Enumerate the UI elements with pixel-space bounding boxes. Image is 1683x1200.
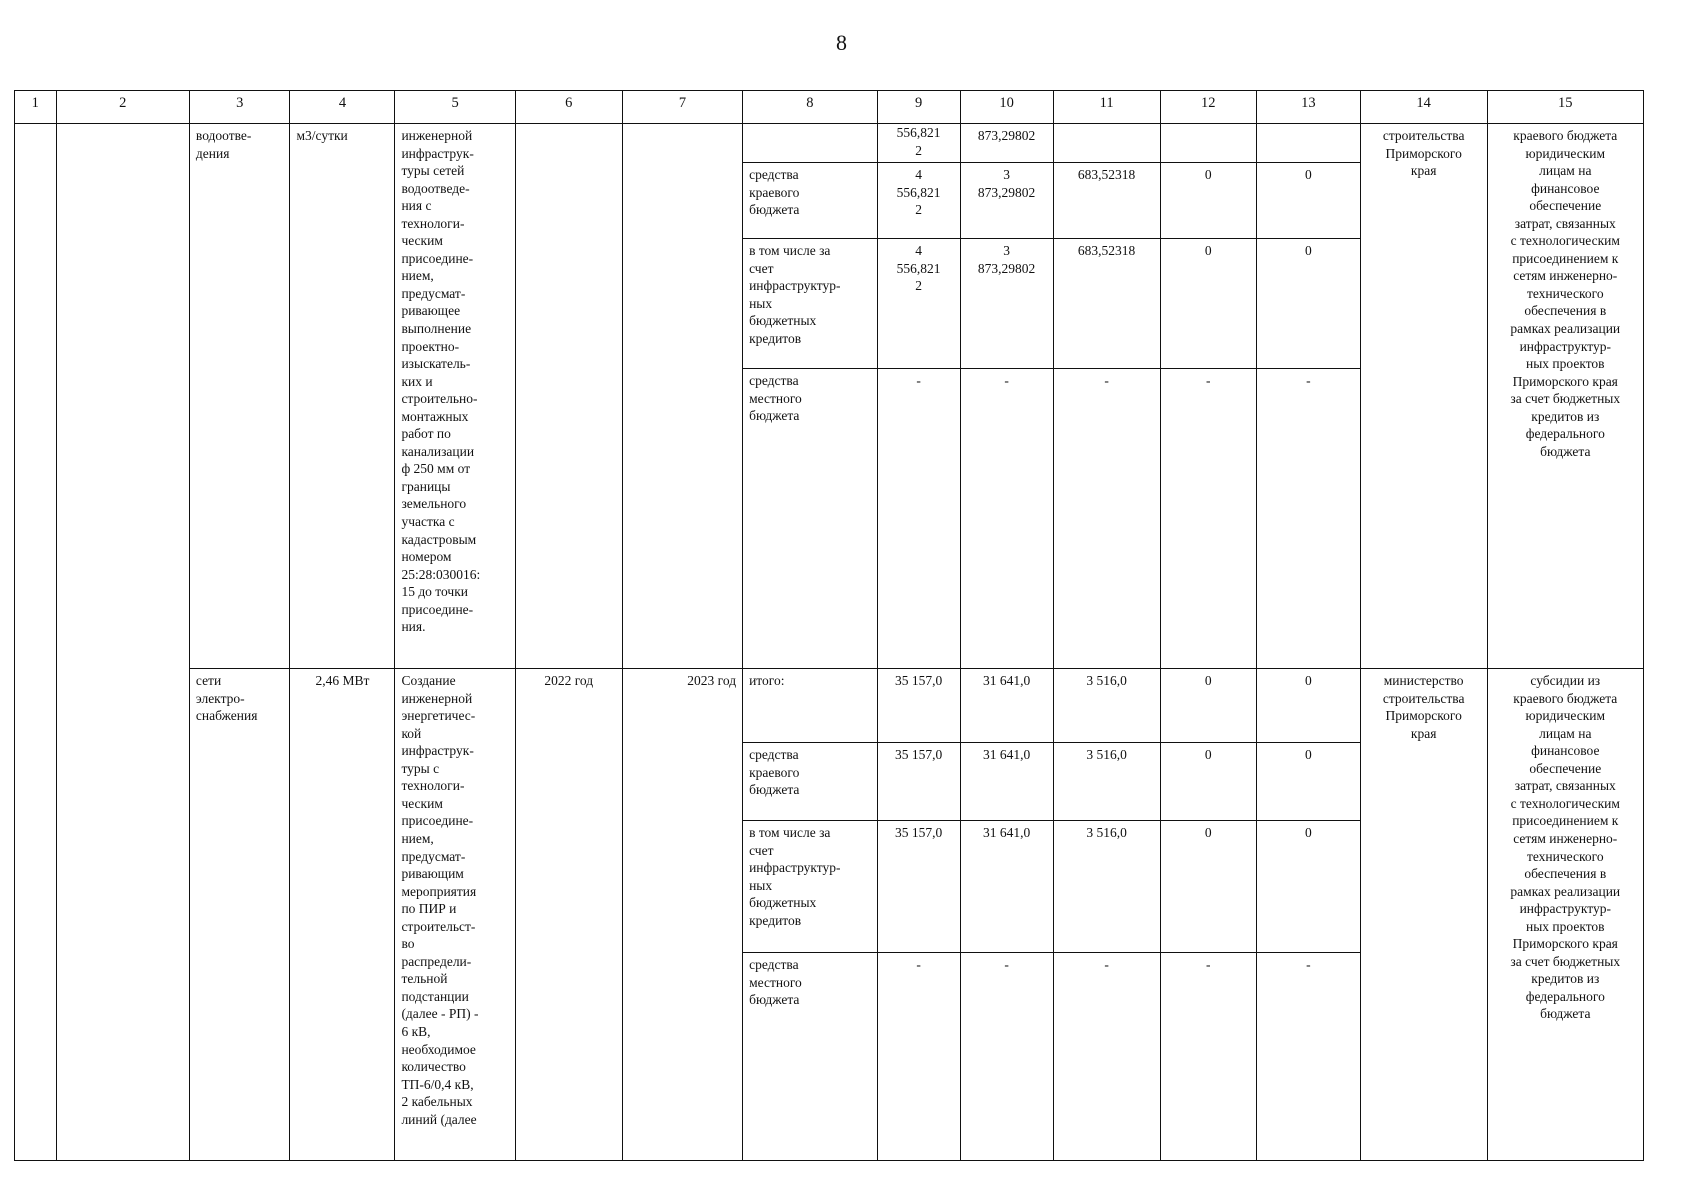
source-label: средства местного бюджета: [743, 953, 877, 1161]
value-cell: -: [1160, 369, 1256, 669]
value-cell: 0: [1160, 669, 1256, 743]
value-cell: [1256, 124, 1360, 163]
value-cell: 683,52318: [1053, 163, 1160, 239]
header-cell: 6: [515, 91, 622, 124]
col2-cell: [56, 124, 189, 1161]
source-label: средства краевого бюджета: [743, 743, 877, 821]
value-cell: -: [1160, 953, 1256, 1161]
description-cell: инженерной инфраструк- туры сетей водоотведе- ния с технологи- ческим присоедине- нием, предусмат- ривающее выполнение проектно- изыскатель- ких и строительно- монтажных работ по канализации ф 250 мм от границы земельного участка с кадастровым номером 25:28:030016: 15 до точки присоедине- ния.: [395, 124, 515, 669]
source-label: средства краевого бюджета: [743, 163, 877, 239]
value-cell: 0: [1160, 743, 1256, 821]
header-cell: 1: [15, 91, 57, 124]
start-year-cell: [515, 124, 622, 669]
header-cell: 4: [290, 91, 395, 124]
value-cell: [1053, 124, 1160, 163]
source-label: в том числе за счет инфраструктур- ных бюджетных кредитов: [743, 821, 877, 953]
header-cell: 9: [877, 91, 960, 124]
value-cell: 3 516,0: [1053, 743, 1160, 821]
value-cell: [1160, 124, 1256, 163]
header-row: [15, 91, 1644, 124]
value-cell: 3 873,29802: [960, 163, 1053, 239]
value-cell: 35 157,0: [877, 743, 960, 821]
value-cell: 0: [1256, 821, 1360, 953]
value-cell: 35 157,0: [877, 669, 960, 743]
value-cell: 3 873,29802: [960, 239, 1053, 369]
value-cell: -: [960, 953, 1053, 1161]
value-cell: 683,52318: [1053, 239, 1160, 369]
value-cell: 0: [1256, 669, 1360, 743]
header-cell: 7: [622, 91, 742, 124]
value-cell: 556,821 2: [877, 124, 960, 163]
header-cell: 14: [1360, 91, 1487, 124]
header-cell: 3: [189, 91, 290, 124]
value-cell: 35 157,0: [877, 821, 960, 953]
value-cell: 0: [1256, 239, 1360, 369]
value-cell: -: [1053, 953, 1160, 1161]
value-cell: -: [877, 369, 960, 669]
executor-cell: министерство строительства Приморского края: [1360, 669, 1487, 1161]
purpose-cell: субсидии из краевого бюджета юридическим лицам на финансовое обеспечение затрат, связанных с технологическим присоединением к сетям инженерно- технического обеспечения в рамках реализации инфраструктур- ных проектов Приморского края за счет бюджетных кредитов из федерального бюджета: [1487, 669, 1643, 1161]
value-cell: -: [1256, 953, 1360, 1161]
value-cell: 3 516,0: [1053, 821, 1160, 953]
value-cell: 3 516,0: [1053, 669, 1160, 743]
source-label: [743, 124, 877, 163]
value-cell: -: [960, 369, 1053, 669]
header-cell: 2: [56, 91, 189, 124]
value-cell: 4 556,821 2: [877, 239, 960, 369]
value-cell: -: [1256, 369, 1360, 669]
executor-cell: строительства Приморского края: [1360, 124, 1487, 669]
value-cell: 0: [1160, 163, 1256, 239]
value-cell: 31 641,0: [960, 743, 1053, 821]
description-cell: Создание инженерной энергетичес- кой инфраструк- туры с технологи- ческим присоедине- нием, предусмат- ривающим мероприятия по ПИР и строительст- во распредели- тельной подстанции (далее - РП) - 6 кВ, необходимое количество ТП-6/0,4 кВ, 2 кабельных линий (далее: [395, 669, 515, 1161]
source-label: итого:: [743, 669, 877, 743]
col1-cell: [15, 124, 57, 1161]
end-year-cell: 2023 год: [622, 669, 742, 1161]
value-cell: 0: [1256, 163, 1360, 239]
object-type-cell: сети электро- снабжения: [189, 669, 290, 1161]
header-cell: 8: [743, 91, 877, 124]
purpose-cell: краевого бюджета юридическим лицам на финансовое обеспечение затрат, связанных с технологическим присоединением к сетям инженерно- технического обеспечения в рамках реализации инфраструктур- ных проектов Приморского края за счет бюджетных кредитов из федерального бюджета: [1487, 124, 1643, 669]
table-row: [15, 669, 1644, 743]
end-year-cell: [622, 124, 742, 669]
header-cell: 15: [1487, 91, 1643, 124]
source-label: в том числе за счет инфраструктур- ных бюджетных кредитов: [743, 239, 877, 369]
header-cell: 11: [1053, 91, 1160, 124]
object-type-cell: водоотве- дения: [189, 124, 290, 669]
value-cell: -: [877, 953, 960, 1161]
value-cell: 0: [1160, 821, 1256, 953]
table-row: [15, 124, 1644, 163]
page-number: 8: [836, 30, 847, 55]
value-cell: 31 641,0: [960, 821, 1053, 953]
value-cell: 31 641,0: [960, 669, 1053, 743]
capacity-cell: 2,46 МВт: [290, 669, 395, 1161]
data-table: [14, 90, 1644, 1161]
source-label: средства местного бюджета: [743, 369, 877, 669]
start-year-cell: 2022 год: [515, 669, 622, 1161]
header-cell: 10: [960, 91, 1053, 124]
value-cell: 873,29802: [960, 124, 1053, 163]
value-cell: 0: [1256, 743, 1360, 821]
header-cell: 13: [1256, 91, 1360, 124]
header-cell: 5: [395, 91, 515, 124]
value-cell: -: [1053, 369, 1160, 669]
value-cell: 0: [1160, 239, 1256, 369]
value-cell: 4 556,821 2: [877, 163, 960, 239]
header-cell: 12: [1160, 91, 1256, 124]
capacity-cell: м3/сутки: [290, 124, 395, 669]
